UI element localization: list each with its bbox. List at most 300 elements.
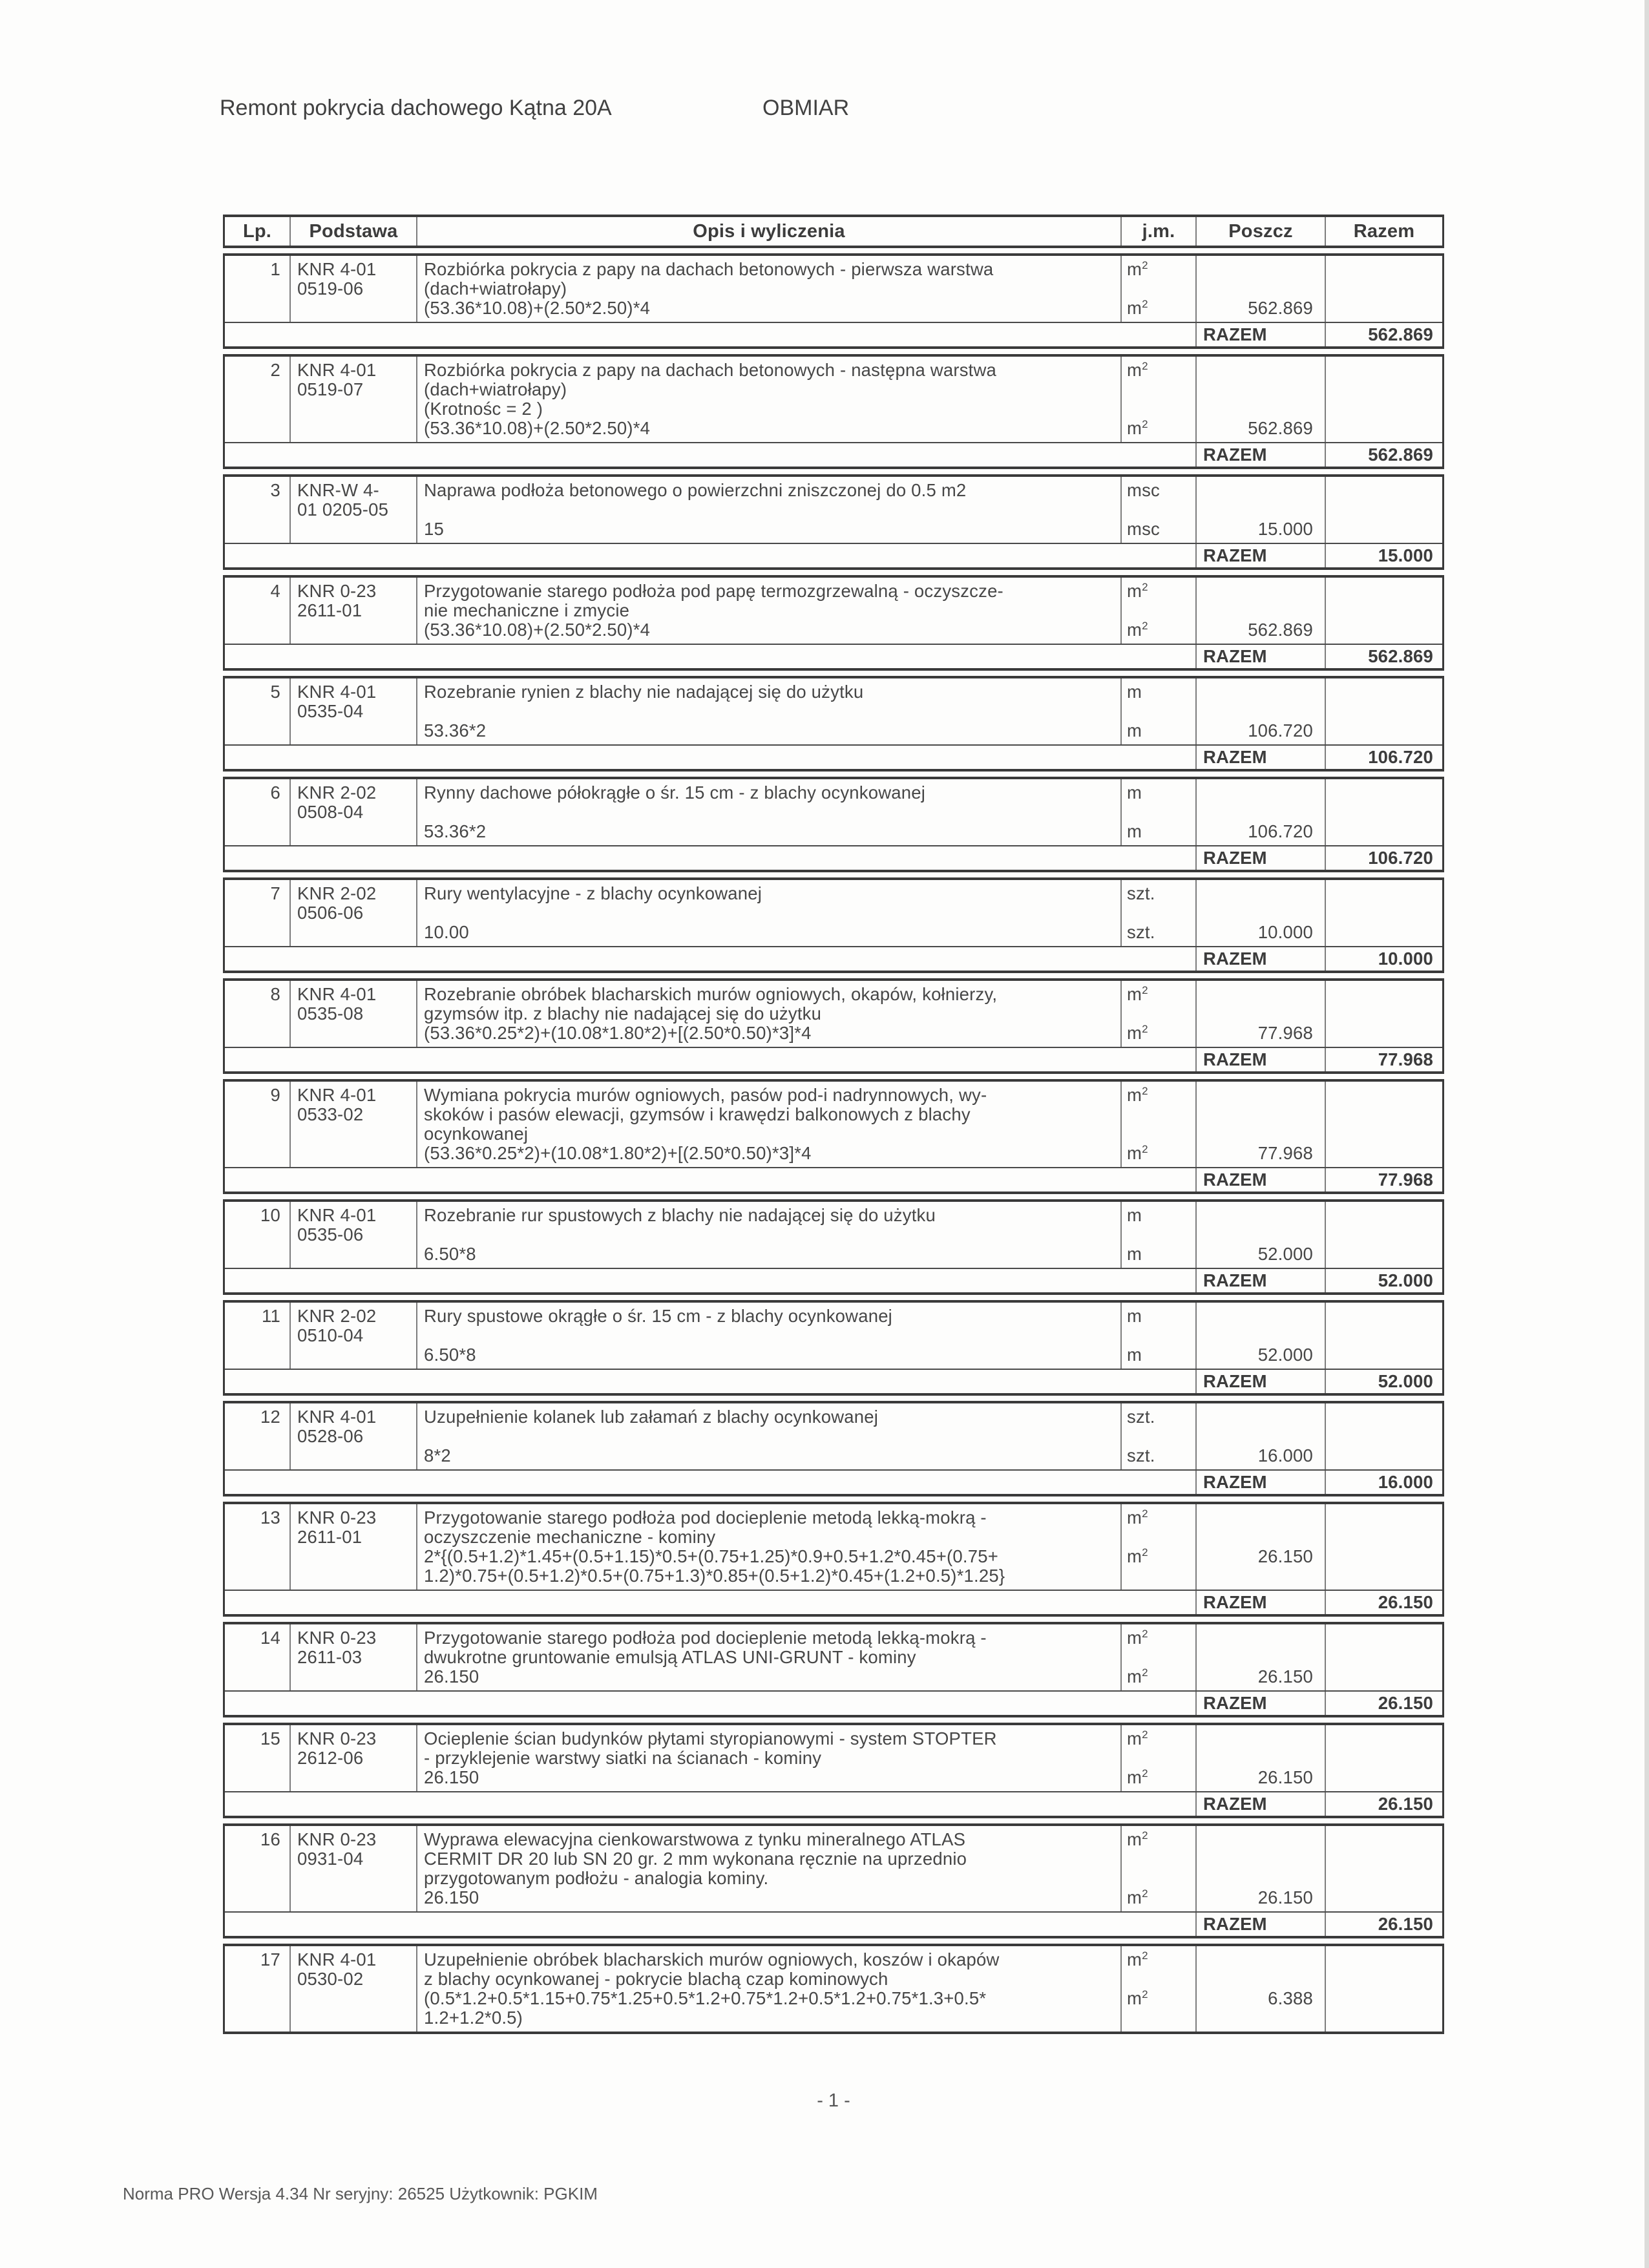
- item-podstawa: [289, 256, 416, 322]
- podstawa-line: 2611-03: [297, 1647, 362, 1667]
- razem-total-value: 52.000: [1325, 1370, 1442, 1393]
- description-line: gzymsów itp. z blachy nie nadającej się do użytku: [424, 1003, 822, 1024]
- item-podstawa: [289, 678, 416, 744]
- header-jm: j.m.: [1120, 217, 1195, 246]
- description-line: Rozebranie obróbek blacharskich murów ogniowych, okapów, kołnierzy,: [424, 984, 998, 1004]
- formula-line: 6.50*8: [424, 1345, 476, 1365]
- formula-line: 53.36*2: [424, 720, 487, 740]
- item-formula: [424, 1989, 1117, 2028]
- item-lp: 16: [260, 1829, 280, 1849]
- item-main-row: [225, 779, 1442, 845]
- podstawa-line: 0535-08: [297, 1003, 364, 1024]
- item-unit-bottom: $m^2$: [1127, 297, 1148, 318]
- item-razem-cell: [1325, 256, 1442, 322]
- formula-line: 8*2: [424, 1445, 451, 1465]
- item-description: [424, 985, 1117, 1024]
- item-opis-cell: [416, 880, 1120, 946]
- item-formula: [424, 1244, 1117, 1264]
- item-main-row: [225, 1303, 1442, 1369]
- item-razem-row: [225, 1268, 1442, 1292]
- spacer: [1127, 1648, 1193, 1667]
- spacer: [1127, 1004, 1193, 1024]
- description-line: (dach+wiatrołapy): [424, 379, 567, 399]
- podstawa-line: KNR 4-01: [297, 259, 377, 279]
- item-unit-top: $m^2$: [1127, 258, 1148, 279]
- item-unit-top: $m^2$: [1127, 1728, 1148, 1748]
- item-razem-row: [225, 1911, 1442, 1936]
- item-main-row: [225, 1504, 1442, 1590]
- item-description: [424, 1950, 1117, 1989]
- item-poszcz-value: 562.869: [1248, 620, 1313, 640]
- unit-superscript: 2: [1142, 1022, 1148, 1035]
- podstawa-line: KNR 4-01: [297, 360, 377, 380]
- description-line: Naprawa podłoża betonowego o powierzchni zniszczonej do 0.5 m2: [424, 480, 967, 500]
- formula-line: (53.36*10.08)+(2.50*2.50)*4: [424, 620, 651, 640]
- item-poszcz-cell: [1195, 1725, 1325, 1791]
- item-description: [424, 783, 1117, 803]
- spacer: [1127, 1969, 1193, 1989]
- razem-label: RAZEM: [1195, 947, 1325, 971]
- item-opis-cell: [416, 1504, 1120, 1590]
- formula-line: 1.2)*0.75+(0.5+1.2)*0.5+(0.75+1.3)*0.85+(0.5+1.2)*0.45+(1.2+0.5)*1.25}: [424, 1566, 1005, 1586]
- item-razem-row: [225, 1369, 1442, 1393]
- formula-line: (53.36*0.25*2)+(10.08*1.80*2)+[(2.50*0.50)*3]*4: [424, 1143, 812, 1163]
- item-unit-bottom: $m^2$: [1127, 1767, 1148, 1787]
- spacer: [1197, 1407, 1313, 1446]
- obmiar-item-block: [223, 1300, 1444, 1396]
- spacer: [1197, 582, 1313, 620]
- unit-superscript: 2: [1142, 417, 1148, 430]
- spacer: [1197, 361, 1313, 419]
- podstawa-line: KNR 4-01: [297, 1407, 377, 1427]
- item-unit-bottom: $m^2$: [1127, 1142, 1148, 1163]
- spacer: [424, 903, 1117, 923]
- item-unit-cell: [1120, 1202, 1195, 1268]
- obmiar-item-block: [223, 978, 1444, 1074]
- obmiar-table: [223, 215, 1444, 2034]
- item-lp: 10: [260, 1205, 280, 1225]
- razem-label: RAZEM: [1195, 1792, 1325, 1816]
- formula-line: 6.50*8: [424, 1244, 476, 1264]
- formula-line: 15: [424, 519, 444, 539]
- razem-label: RAZEM: [1195, 1913, 1325, 1936]
- spacer: [1127, 903, 1193, 923]
- obmiar-item-block: [223, 1944, 1444, 2034]
- item-main-row: [225, 678, 1442, 744]
- description-line: oczyszczenie mechaniczne - kominy: [424, 1527, 716, 1547]
- item-unit-cell: [1120, 256, 1195, 322]
- razem-row-spacer: [225, 1692, 1195, 1715]
- spacer: [1197, 1307, 1313, 1345]
- item-poszcz-value: 26.150: [1257, 1546, 1313, 1566]
- podstawa-line: 0506-06: [297, 903, 364, 923]
- item-razem-row: [225, 1791, 1442, 1816]
- description-line: Przygotowanie starego podłoża pod docieplenie metodą lekką-mokrą -: [424, 1507, 987, 1528]
- spacer: [1127, 1105, 1193, 1144]
- item-main-row: [225, 981, 1442, 1047]
- item-opis-cell: [416, 678, 1120, 744]
- formula-line: 10.00: [424, 922, 469, 942]
- formula-line: 53.36*2: [424, 821, 487, 841]
- obmiar-item-block: [223, 1723, 1444, 1818]
- item-opis-cell: [416, 1946, 1120, 2032]
- item-unit-cell: [1120, 477, 1195, 543]
- item-poszcz-value: 77.968: [1257, 1143, 1313, 1163]
- spacer: [1127, 1427, 1193, 1446]
- podstawa-line: 0931-04: [297, 1849, 364, 1869]
- document-type-label: OBMIAR: [762, 96, 850, 120]
- item-razem-cell: [1325, 1504, 1442, 1590]
- item-razem-cell: [1325, 678, 1442, 744]
- item-podstawa: [289, 1624, 416, 1690]
- item-description: [424, 884, 1117, 903]
- formula-line: 26.150: [424, 1887, 479, 1907]
- item-poszcz-value: 6.388: [1268, 1988, 1313, 2008]
- item-opis-cell: [416, 357, 1120, 442]
- item-podstawa: [289, 357, 416, 442]
- podstawa-line: 0510-04: [297, 1325, 364, 1345]
- item-podstawa: [289, 1504, 416, 1590]
- razem-row-spacer: [225, 323, 1195, 346]
- obmiar-item-block: [223, 1401, 1444, 1496]
- podstawa-line: KNR 4-01: [297, 682, 377, 702]
- obmiar-item-block: [223, 676, 1444, 772]
- spacer: [424, 702, 1117, 721]
- podstawa-line: 0528-06: [297, 1426, 364, 1446]
- item-podstawa: [289, 1826, 416, 1911]
- razem-total-value: 562.869: [1325, 443, 1442, 467]
- item-formula: [424, 1768, 1117, 1787]
- spacer: [1197, 682, 1313, 721]
- spacer: [1197, 1729, 1313, 1768]
- razem-total-value: 562.869: [1325, 323, 1442, 346]
- item-opis-cell: [416, 1725, 1120, 1791]
- item-poszcz-value: 26.150: [1257, 1666, 1313, 1686]
- item-main-row: [225, 1624, 1442, 1690]
- item-opis-cell: [416, 256, 1120, 322]
- spacer: [1127, 601, 1193, 620]
- podstawa-line: KNR 0-23: [297, 1829, 377, 1849]
- spacer: [1197, 260, 1313, 299]
- spacer: [1127, 279, 1193, 299]
- item-unit-bottom: $m^2$: [1127, 1887, 1148, 1907]
- item-poszcz-value: 10.000: [1257, 922, 1313, 942]
- razem-label: RAZEM: [1195, 1471, 1325, 1494]
- item-unit-cell: [1120, 1725, 1195, 1791]
- item-description: [424, 1508, 1117, 1547]
- description-line: - przyklejenie warstwy siatki na ścianach - kominy: [424, 1748, 822, 1768]
- item-poszcz-cell: [1195, 578, 1325, 644]
- item-lp: 4: [270, 581, 280, 601]
- razem-row-spacer: [225, 947, 1195, 971]
- unit-superscript: 2: [1142, 1627, 1148, 1640]
- unit-superscript: 2: [1142, 297, 1148, 310]
- razem-label: RAZEM: [1195, 1168, 1325, 1192]
- item-lp: 17: [260, 1949, 280, 1969]
- razem-row-spacer: [225, 1370, 1195, 1393]
- formula-line: (53.36*10.08)+(2.50*2.50)*4: [424, 298, 651, 318]
- item-unit-cell: [1120, 578, 1195, 644]
- item-formula: [424, 620, 1117, 640]
- item-unit-bottom: szt.: [1127, 1445, 1155, 1465]
- item-razem-row: [225, 744, 1442, 769]
- item-razem-row: [225, 1690, 1442, 1715]
- item-formula: [424, 419, 1117, 438]
- item-lp: 14: [260, 1628, 280, 1648]
- podstawa-line: KNR 4-01: [297, 984, 377, 1004]
- razem-label: RAZEM: [1195, 443, 1325, 467]
- scan-edge-shadow: [1644, 0, 1649, 2268]
- razem-row-spacer: [225, 746, 1195, 769]
- razem-label: RAZEM: [1195, 746, 1325, 769]
- item-lp: 15: [260, 1728, 280, 1748]
- razem-total-value: 26.150: [1325, 1792, 1442, 1816]
- item-unit-top: m: [1127, 1306, 1142, 1326]
- description-line: Rozbiórka pokrycia z papy na dachach betonowych - następna warstwa: [424, 360, 997, 380]
- razem-row-spacer: [225, 443, 1195, 467]
- item-main-row: [225, 256, 1442, 322]
- item-poszcz-cell: [1195, 1403, 1325, 1469]
- item-poszcz-value: 106.720: [1248, 720, 1313, 740]
- obmiar-item-block: [223, 877, 1444, 973]
- podstawa-line: KNR 4-01: [297, 1949, 377, 1969]
- item-main-row: [225, 357, 1442, 442]
- item-unit-top: $m^2$: [1127, 1829, 1148, 1849]
- item-unit-cell: [1120, 1624, 1195, 1690]
- podstawa-line: 0508-04: [297, 802, 364, 822]
- razem-row-spacer: [225, 1048, 1195, 1071]
- razem-row-spacer: [225, 1591, 1195, 1614]
- item-podstawa: [289, 1403, 416, 1469]
- description-line: Rozebranie rynien z blachy nie nadającej się do użytku: [424, 682, 864, 702]
- razem-label: RAZEM: [1195, 1591, 1325, 1614]
- item-poszcz-cell: [1195, 1082, 1325, 1167]
- razem-total-value: 52.000: [1325, 1269, 1442, 1292]
- razem-row-spacer: [225, 1471, 1195, 1494]
- unit-superscript: 2: [1142, 258, 1148, 271]
- item-unit-cell: [1120, 678, 1195, 744]
- item-main-row: [225, 1403, 1442, 1469]
- item-description: [424, 1729, 1117, 1768]
- spacer: [1197, 1628, 1313, 1667]
- description-line: Rury spustowe okrągłe o śr. 15 cm - z blachy ocynkowanej: [424, 1306, 892, 1326]
- item-unit-top: $m^2$: [1127, 1507, 1148, 1528]
- item-razem-row: [225, 1590, 1442, 1614]
- description-line: Przygotowanie starego podłoża pod docieplenie metodą lekką-mokrą -: [424, 1628, 987, 1648]
- spacer: [1197, 1206, 1313, 1244]
- description-line: Rozbiórka pokrycia z papy na dachach betonowych - pierwsza warstwa: [424, 259, 994, 279]
- item-unit-top: m: [1127, 1205, 1142, 1225]
- obmiar-item-block: [223, 1502, 1444, 1617]
- description-line: (Krotnośc = 2 ): [424, 399, 543, 419]
- obmiar-item-block: [223, 1823, 1444, 1938]
- item-formula: [424, 1024, 1117, 1043]
- razem-total-value: 15.000: [1325, 544, 1442, 567]
- obmiar-item-block: [223, 777, 1444, 872]
- item-lp: 8: [270, 984, 280, 1004]
- podstawa-line: 0533-02: [297, 1104, 364, 1124]
- spacer: [1127, 380, 1193, 419]
- description-line: z blachy ocynkowanej - pokrycie blachą czap kominowych: [424, 1969, 888, 1989]
- item-podstawa: [289, 981, 416, 1047]
- item-razem-row: [225, 644, 1442, 668]
- description-line: Wymiana pokrycia murów ogniowych, pasów pod-i nadrynnowych, wy-: [424, 1085, 987, 1105]
- item-poszcz-cell: [1195, 1946, 1325, 2032]
- unit-superscript: 2: [1142, 1767, 1148, 1780]
- razem-row-spacer: [225, 1168, 1195, 1192]
- item-main-row: [225, 1202, 1442, 1268]
- item-unit-top: $m^2$: [1127, 1949, 1148, 1969]
- podstawa-line: KNR 2-02: [297, 782, 377, 803]
- razem-row-spacer: [225, 846, 1195, 870]
- item-formula: [424, 1144, 1117, 1163]
- item-poszcz-value: 52.000: [1257, 1345, 1313, 1365]
- spacer: [424, 1225, 1117, 1244]
- item-podstawa: [289, 1725, 416, 1791]
- item-main-row: [225, 1082, 1442, 1167]
- item-poszcz-cell: [1195, 779, 1325, 845]
- item-unit-cell: [1120, 1504, 1195, 1590]
- item-razem-cell: [1325, 1826, 1442, 1911]
- item-razem-cell: [1325, 779, 1442, 845]
- item-lp: 3: [270, 480, 280, 500]
- item-opis-cell: [416, 1303, 1120, 1369]
- podstawa-line: 0535-04: [297, 701, 364, 721]
- item-razem-cell: [1325, 357, 1442, 442]
- razem-total-value: 10.000: [1325, 947, 1442, 971]
- item-formula: [424, 1547, 1117, 1586]
- item-poszcz-cell: [1195, 678, 1325, 744]
- razem-label: RAZEM: [1195, 846, 1325, 870]
- unit-superscript: 2: [1142, 983, 1148, 996]
- formula-line: 1.2+1.2*0.5): [424, 2008, 523, 2028]
- page-number: - 1 -: [817, 2090, 850, 2111]
- item-formula: [424, 520, 1117, 539]
- item-description: [424, 260, 1117, 299]
- podstawa-line: 0535-06: [297, 1224, 364, 1244]
- description-line: Wyprawa elewacyjna cienkowarstwowa z tynku mineralnego ATLAS: [424, 1829, 966, 1849]
- item-razem-row: [225, 442, 1442, 467]
- spacer: [1127, 803, 1193, 822]
- item-unit-cell: [1120, 779, 1195, 845]
- item-description: [424, 1307, 1117, 1326]
- podstawa-line: KNR 4-01: [297, 1085, 377, 1105]
- item-poszcz-cell: [1195, 1202, 1325, 1268]
- item-lp: 6: [270, 782, 280, 803]
- item-poszcz-cell: [1195, 1504, 1325, 1590]
- spacer: [1127, 500, 1193, 520]
- item-poszcz-value: 52.000: [1257, 1244, 1313, 1264]
- unit-superscript: 2: [1142, 619, 1148, 632]
- item-poszcz-cell: [1195, 357, 1325, 442]
- item-lp: 11: [262, 1306, 280, 1326]
- item-unit-top: $m^2$: [1127, 1627, 1148, 1648]
- item-description: [424, 1830, 1117, 1888]
- item-formula: [424, 721, 1117, 740]
- item-poszcz-cell: [1195, 1826, 1325, 1911]
- description-line: Ocieplenie ścian budynków płytami styropianowymi - system STOPTER: [424, 1728, 997, 1748]
- item-formula: [424, 822, 1117, 841]
- spacer: [1127, 1748, 1193, 1768]
- item-podstawa: [289, 880, 416, 946]
- item-unit-bottom: $m^2$: [1127, 1666, 1148, 1686]
- item-unit-bottom: msc: [1127, 519, 1161, 539]
- item-razem-row: [225, 543, 1442, 567]
- unit-superscript: 2: [1142, 1546, 1148, 1559]
- item-unit-cell: [1120, 357, 1195, 442]
- item-unit-bottom: $m^2$: [1127, 1546, 1148, 1566]
- razem-row-spacer: [225, 1792, 1195, 1816]
- item-podstawa: [289, 1202, 416, 1268]
- razem-label: RAZEM: [1195, 645, 1325, 668]
- item-opis-cell: [416, 578, 1120, 644]
- formula-line: (53.36*0.25*2)+(10.08*1.80*2)+[(2.50*0.50)*3]*4: [424, 1023, 812, 1043]
- item-main-row: [225, 880, 1442, 946]
- razem-label: RAZEM: [1195, 1692, 1325, 1715]
- unit-superscript: 2: [1142, 1507, 1148, 1520]
- item-razem-cell: [1325, 1725, 1442, 1791]
- item-unit-bottom: m: [1127, 821, 1142, 841]
- item-razem-cell: [1325, 880, 1442, 946]
- header-podstawa: Podstawa: [289, 217, 416, 246]
- item-formula: [424, 1667, 1117, 1686]
- unit-superscript: 2: [1142, 580, 1148, 593]
- item-description: [424, 1407, 1117, 1427]
- table-header-row: [223, 215, 1444, 248]
- formula-line: 26.150: [424, 1666, 479, 1686]
- item-description: [424, 1086, 1117, 1144]
- footer-program-info: Norma PRO Wersja 4.34 Nr seryjny: 26525 Użytkownik: PGKIM: [123, 2184, 598, 2203]
- description-line: Uzupełnienie obróbek blacharskich murów ogniowych, koszów i okapów: [424, 1949, 1000, 1969]
- item-unit-top: szt.: [1127, 883, 1155, 903]
- podstawa-line: 2611-01: [297, 600, 362, 620]
- podstawa-line: 0519-06: [297, 278, 364, 299]
- item-podstawa: [289, 779, 416, 845]
- item-poszcz-cell: [1195, 981, 1325, 1047]
- item-unit-bottom: m: [1127, 720, 1142, 740]
- item-poszcz-value: 15.000: [1257, 519, 1313, 539]
- item-razem-row: [225, 1469, 1442, 1494]
- podstawa-line: 01 0205-05: [297, 499, 389, 520]
- description-line: ocynkowanej: [424, 1124, 529, 1144]
- item-poszcz-value: 77.968: [1257, 1023, 1313, 1043]
- spacer: [424, 803, 1117, 822]
- razem-row-spacer: [225, 1913, 1195, 1936]
- podstawa-line: KNR 0-23: [297, 1628, 377, 1648]
- item-unit-cell: [1120, 1303, 1195, 1369]
- item-razem-cell: [1325, 578, 1442, 644]
- item-opis-cell: [416, 1202, 1120, 1268]
- spacer: [1197, 884, 1313, 923]
- item-main-row: [225, 1725, 1442, 1791]
- razem-label: RAZEM: [1195, 544, 1325, 567]
- description-line: Przygotowanie starego podłoża pod papę termozgrzewalną - oczyszcze-: [424, 581, 1003, 601]
- item-razem-cell: [1325, 477, 1442, 543]
- razem-total-value: 16.000: [1325, 1471, 1442, 1494]
- razem-total-value: 77.968: [1325, 1168, 1442, 1192]
- spacer: [1197, 1508, 1313, 1547]
- item-unit-bottom: szt.: [1127, 922, 1155, 942]
- spacer: [1127, 1849, 1193, 1888]
- razem-total-value: 26.150: [1325, 1913, 1442, 1936]
- table-items-container: [223, 253, 1444, 2034]
- item-poszcz-cell: [1195, 256, 1325, 322]
- item-lp: 2: [270, 360, 280, 380]
- spacer: [424, 500, 1117, 520]
- obmiar-item-block: [223, 253, 1444, 349]
- razem-row-spacer: [225, 645, 1195, 668]
- header-lp: Lp.: [242, 221, 272, 242]
